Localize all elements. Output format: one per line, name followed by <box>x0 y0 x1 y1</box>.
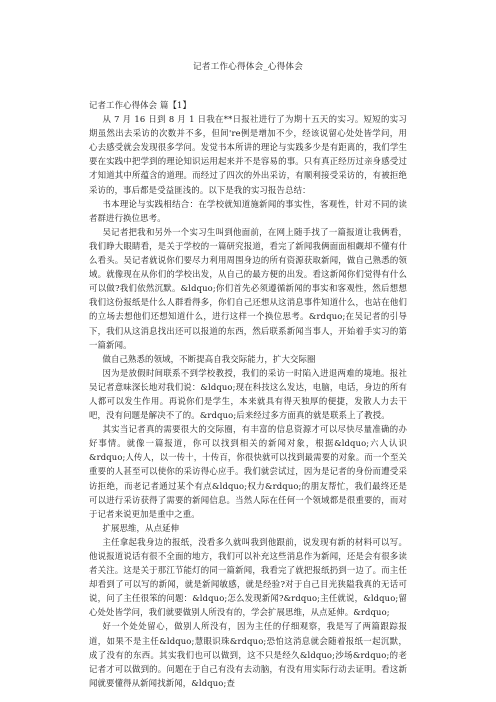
paragraph: 吴记者把我和另外一个实习生叫到他面前，在网上随手找了一篇报道让我俩看，我们睁大眼睛看，是关于学校的一篇研究报道，看完了新闻我俩面面相觑却不懂有什么看头。吴记者就说你们要尽力利用周围身边的所有资源获取新闻，做自己熟悉的领域。就像现在从你们的学校出发，从自己的最方便的出发。看这新闻你们觉得有什么可以做?我们依然沉默。&ldquo;你们首先必须遵循新闻的事实和客观性，然后想想我们这份报纸是什么人群看得多，你们自己还想从这消息事件知道什么，也站在他们的立场去想他们还想知道什么，进行这样一个换位思考。&rdquo;在吴记者的引导下，我们从这消息找出还可以报道的东西，然后联系新闻当事人，开始着手实习的第一篇新闻。 <box>89 226 407 350</box>
document-title: 记者工作心得体会_心得体会 <box>192 62 304 72</box>
paragraph: 因为是放假时间联系不到学校教授，我们的采访一时陷入进退两难的境地。报社吴记者意味深长地对我们说：&ldquo;现在科技这么发达，电脑，电话，身边的所有人都可以发生作用。再说你们是学生，本来就具有得天独厚的便捷，发散人力去干吧，没有问题是解决不了的。&rdquo;后来经过多方面真的就是联系上了教授。 <box>89 367 407 421</box>
paragraph: 书本理论与实践相结合：在学校就知道施新闻的事实性，客观性，针对不同的读者群进行换位思考。 <box>89 198 407 223</box>
paragraph: 好一个处处留心，做别人所没有，因为主任的仔细观察，我是写了两篇跟踪报道，如果不是主任&ldquo;慧眼识珠&rdquo;恐怕这消息就会随着报纸一起沉默，成了没有的东西。其实我们也可以做到，这不只是经久&ldquo;沙场&rdquo;的老记者才可以做到的。问题在于自己有没有去动脑，有没有用实际行动去证明。看这新闻就要懂得从新闻找新闻，&ldquo;查 <box>89 621 407 688</box>
paragraph: 主任拿起我身边的报纸，没看多久就叫我到他跟前，说发现有新的材料可以写。他说报道说话有很不全面的地方，我们可以补充这些消息作为新闻，还是会有很多读者关注。这是关于那江节能灯的同一篇新闻，我看完了就把报纸扔到一边了。而主任却看到了可以写的新闻，就是新闻敏感，就是经验?对于自己目光狭隘我真的无话可说，问了主任很笨的问题：&ldquo;怎么发现新闻?&rdquo;主任就说，&ldquo;留心处处皆学问，我们就要做别人所没有的，学会扩展思维，从点延伸。&rdquo; <box>89 536 407 618</box>
paragraph: 其实当记者真的需要很大的交际圈，有丰富的信息资源才可以尽快尽量准确的办好事情。就像一篇报道，你可以找到相关的新闻对象，根据&ldquo;六人认识&rdquo;人传人，以一传十，十传百，你很快就可以找到最需要的对象。而一个至关重要的人甚至可以使你的采访得心应手。我们就尝试过，因为是记者的身份而遭受采访拒绝，而老记者通过某个有点&ldquo;权力&rdquo;的朋友帮忙，我们最终还是可以进行采访获得了需要的新闻信息。当然人际在任何一个领域都是很重要的，而对于记者来说更加是重中之重。 <box>89 424 407 519</box>
subheading: 扩展思维，从点延伸 <box>102 522 180 533</box>
section-heading: 记者工作心得体会 篇【1】 <box>89 100 192 110</box>
subheading: 做自己熟悉的领域，不断提高自我交际能力，扩大交际圈 <box>102 353 316 364</box>
document-body <box>89 98 407 690</box>
paragraph: 从 7 月 16 日到 8 月 1 日我在**日报社进行了为期十五天的实习。短短的实习期虽然出去采访的次数并不多，但间're例是增加不少，经该说留心处处皆学问，用心去感受就会发现很多学问。发觉书本所讲的理论与实践多少是有距离的，我们学生要在实践中把学到的理论知识运用起来并不是容易的事。只有真正经历过亲身感受过才知道其中所蕴含的道理。而经过了四次的外出采访，有顺利接受采访的，有被拒绝采访的，事后都是受益匪浅的。以下是我的实习报告总结： <box>89 114 407 195</box>
